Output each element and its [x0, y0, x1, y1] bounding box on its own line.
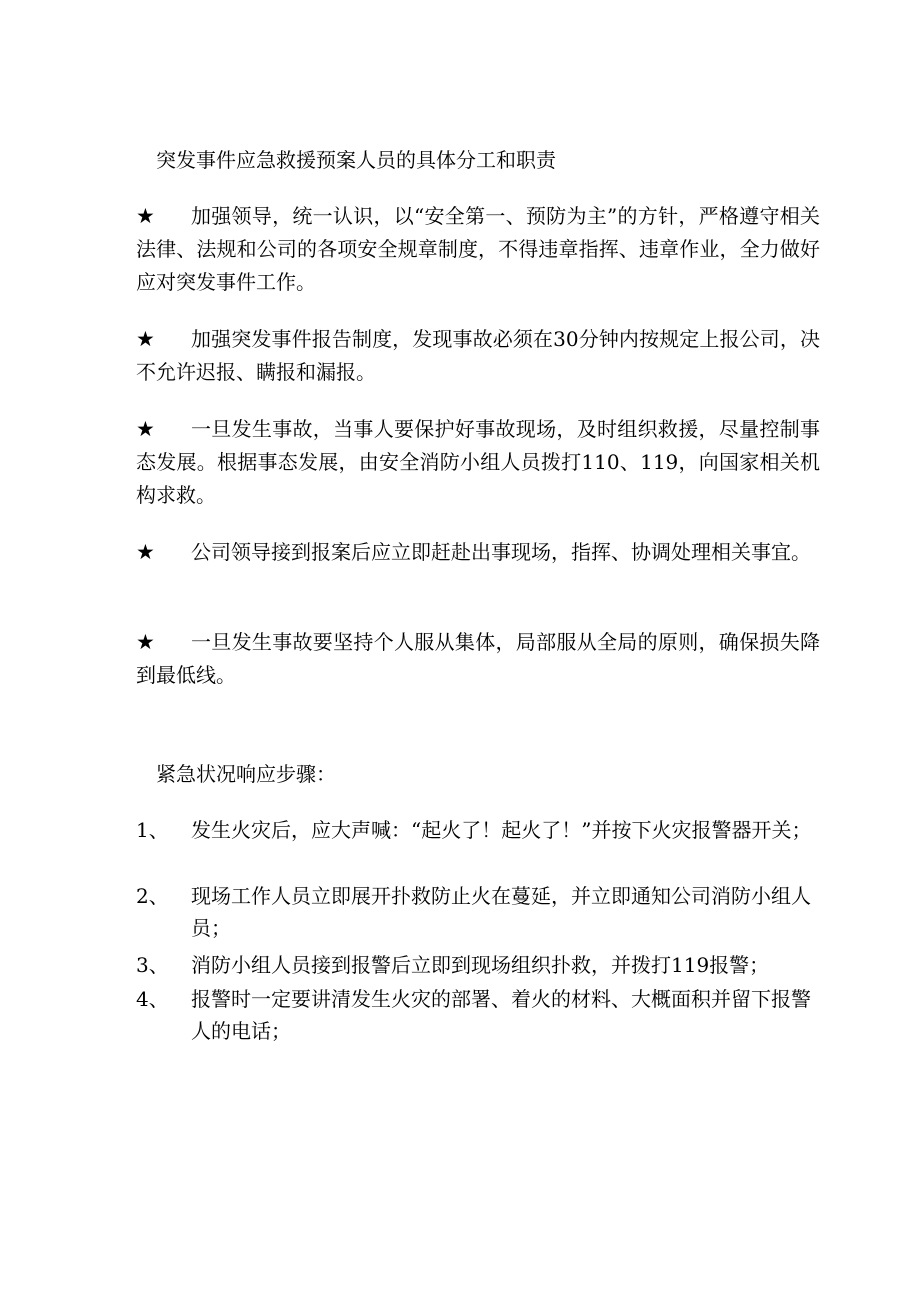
- step-text: 现场工作人员立即展开扑救防止火在蔓延，并立即通知公司消防小组人员；: [191, 884, 811, 940]
- step-item: [136, 814, 820, 846]
- step-item: [136, 983, 820, 1047]
- duty-item-text: 公司领导接到报案后应立即赶赴出事现场，指挥、协调处理相关事宜。: [191, 540, 811, 564]
- star-icon: ★: [136, 417, 155, 441]
- duty-item-text: 加强突发事件报告制度，发现事故必须在30分钟内按规定上报公司，决不允许迟报、瞒报和漏报。: [136, 327, 820, 384]
- star-icon: ★: [136, 204, 155, 228]
- step-number: 3、: [136, 953, 169, 977]
- step-item: [136, 949, 820, 981]
- step-text: 发生火灾后，应大声喊：“起火了！起火了！”并按下火灾报警器开关；: [191, 818, 812, 842]
- duty-item: [136, 536, 820, 569]
- step-number: 2、: [136, 884, 169, 908]
- star-icon: ★: [136, 540, 155, 564]
- duty-item-text: 一旦发生事故要坚持个人服从集体，局部服从全局的原则，确保损失降到最低线。: [136, 630, 820, 687]
- step-number: 4、: [136, 987, 169, 1011]
- step-text: 报警时一定要讲清发生火灾的部署、着火的材料、大概面积并留下报警人的电话；: [191, 987, 811, 1043]
- star-icon: ★: [136, 327, 155, 351]
- step-number: 1、: [136, 818, 169, 842]
- duty-item-text: 一旦发生事故，当事人要保护好事故现场，及时组织救援，尽量控制事态发展。根据事态发展，由安全消防小组人员拨打110、119，向国家相关机构求救。: [136, 417, 820, 507]
- duty-item: [136, 413, 820, 512]
- duty-item: [136, 323, 820, 389]
- step-text: 消防小组人员接到报警后立即到现场组织扑救，并拨打119报警；: [191, 953, 770, 977]
- duty-item-text: 加强领导，统一认识，以“安全第一、预防为主”的方针，严格遵守相关法律、法规和公司的各项安全规章制度，不得违章指挥、违章作业，全力做好应对突发事件工作。: [136, 204, 820, 294]
- duty-item: [136, 626, 820, 692]
- duty-item: [136, 200, 820, 299]
- step-item: [136, 880, 820, 944]
- section-heading-duties: 突发事件应急救援预案人员的具体分工和职责: [156, 148, 556, 172]
- section-heading-steps: 紧急状况响应步骤：: [156, 762, 336, 786]
- star-icon: ★: [136, 630, 155, 654]
